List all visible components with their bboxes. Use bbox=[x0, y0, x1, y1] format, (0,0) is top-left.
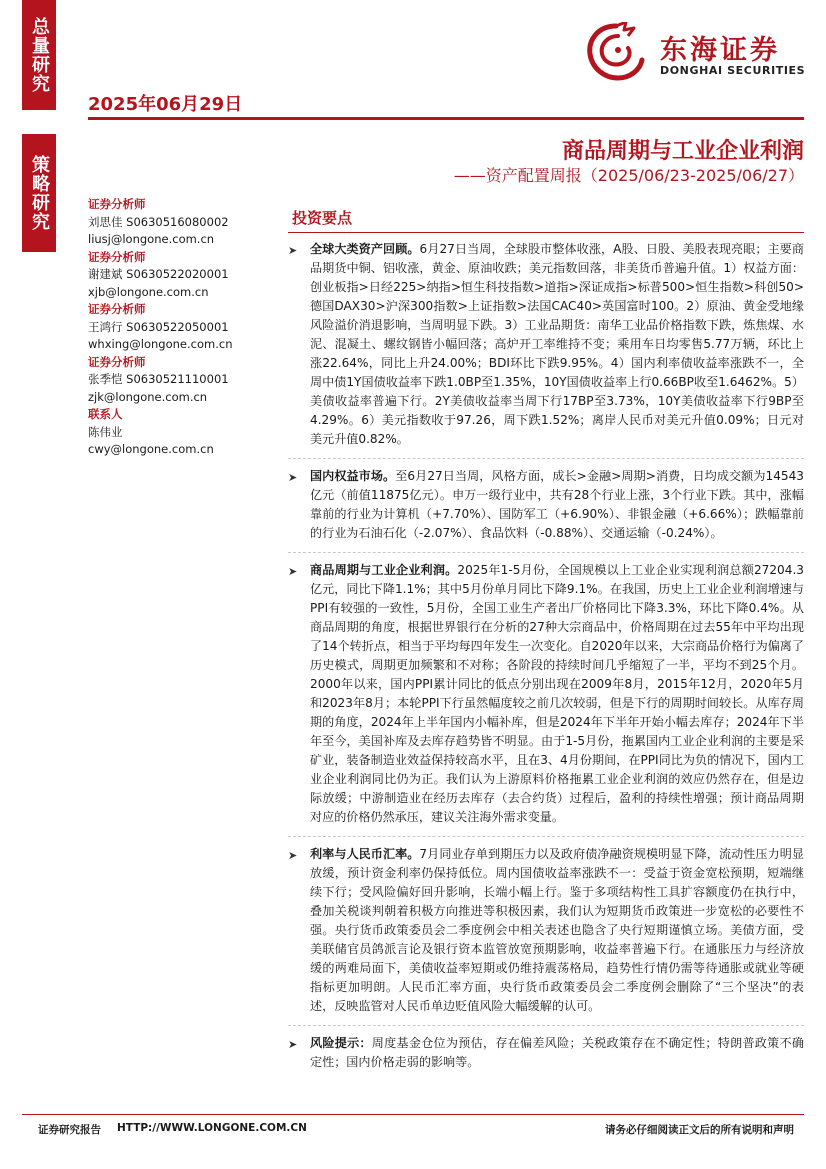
key-point-body: 至6月27日当周，风格方面，成长>金融>周期>消费，日均成交额为14543亿元（前值11875亿元）。申万一级行业中，共有28个行业上涨，3个行业下跌。其中，涨幅靠前的行业为计算机（+7.70%）、国防军工（+6.90%）、非银金融（+6.66%）；跌幅靠前的行业为石油石化（-2.07%）、食品饮料（-0.88%）、交通运输（-0.24%）。 bbox=[310, 469, 804, 540]
key-point bbox=[288, 467, 804, 543]
analyst-name: 王鸿行 S0630522050001 bbox=[88, 319, 229, 334]
contact-name: 陈伟业 bbox=[88, 424, 123, 439]
report-date: 2025年06月29日 bbox=[88, 94, 243, 115]
key-point bbox=[288, 1034, 804, 1072]
logo-chinese-name: 东海证券 bbox=[660, 35, 780, 66]
key-point-body: 7月同业存单到期压力以及政府债净融资规模明显下降，流动性压力明显放缓，预计资金利率仍保持低位。周内国债收益率涨跌不一：受益于资金宽松预期，短端继续下行；受风险偏好回升影响，长端小幅上行。鉴于多项结构性工具扩容额度仍在执行中，叠加关税谈判朝着积极方向推进等积极因素，我们认为短期货币政策进一步宽松的必要性不强。央行货币政策委员会二季度例会中相关表述也隐含了央行短期谨慎立场。美债方面，受美联储官员鸽派言论及银行资本监管放宽预期影响，收益率普遍下行。在通胀压力与经济放缓的两难局面下，美债收益率短期或仍维持震荡格局，趋势性行情仍需等待通胀或就业等硬指标更加明朗。人民币汇率方面，央行货币政策委员会二季度例会删除了“三个坚决”的表述，反映监管对人民币单边贬值风险大幅缓解的认可。 bbox=[310, 847, 804, 1013]
section-heading: 投资要点 bbox=[292, 209, 353, 227]
side-tab-top-label: 总量研究 bbox=[29, 17, 50, 93]
arrow-right-icon: ➤ bbox=[288, 565, 298, 578]
key-point-heading: 全球大类资产回顾。 bbox=[310, 242, 420, 256]
side-tab-strategy-label: 策略研究 bbox=[29, 155, 50, 231]
analyst-role: 证券分析师 bbox=[88, 354, 146, 369]
key-points bbox=[288, 240, 804, 1081]
report-subtitle: ——资产配置周报（2025/06/23-2025/06/27） bbox=[453, 166, 804, 185]
analyst-role: 证券分析师 bbox=[88, 249, 146, 264]
contact-entry bbox=[88, 406, 288, 459]
analyst-name: 刘思佳 S0630516080002 bbox=[88, 214, 229, 229]
footer-disclaimer: 请务必仔细阅读正文后的所有说明和声明 bbox=[605, 1124, 794, 1136]
arrow-right-icon: ➤ bbox=[288, 471, 298, 484]
arrow-right-icon: ➤ bbox=[288, 1038, 298, 1051]
analyst-role: 证券分析师 bbox=[88, 197, 146, 211]
key-point bbox=[288, 240, 804, 449]
company-logo bbox=[582, 22, 808, 84]
contact-email[interactable]: cwy@longone.com.cn bbox=[88, 442, 214, 456]
analyst-name: 张季恺 S0630521110001 bbox=[88, 372, 229, 386]
side-tab-strategy-research bbox=[22, 134, 56, 252]
analyst-email[interactable]: whxing@longone.com.cn bbox=[88, 337, 233, 351]
analyst-entry bbox=[88, 354, 288, 407]
footer-divider bbox=[22, 1114, 804, 1115]
arrow-right-icon: ➤ bbox=[288, 244, 298, 257]
key-point-body: 6月27日当周，全球股市整体收涨，A股、日股、美股表现亮眼；主要商品期货中铜、铝收涨，黄金、原油收跌；美元指数回落，非美货币普遍升值。1）权益方面：创业板指>日经225>纳指>恒生科技指数>道指>深证成指>标普500>恒生指数>科创50>德国DAX30>沪深300指数>上证指数>法国CAC40>英国富时100。2）原油、黄金受地缘风险溢价消退影响，当周明显下跌。3）工业品期货：南华工业品价格指数下跌，炼焦煤、水泥、混凝土、螺纹钢皆小幅回落；高炉开工率维持不变；乘用车日均零售5.77万辆，环比上涨22.64%，同比上升24.00%；BDI环比下跌9.95%。4）国内利率债收益率涨跌不一，全周中债1Y国债收益率下跌1.0BP至1.35%，10Y国债收益率上行0.66BP收至1.6462%。5）美债收益率普遍下行。2Y美债收益率当周下行17BP至3.73%，10Y美债收益率下行9BP至4.29%。6）美元指数收于97.26，周下跌1.52%；离岸人民币对美元升值0.09%；日元对美元升值0.82%。 bbox=[310, 242, 804, 446]
report-title: 商品周期与工业企业利润 bbox=[561, 139, 804, 164]
analyst-role: 证券分析师 bbox=[88, 302, 146, 316]
contact-role: 联系人 bbox=[88, 407, 123, 421]
key-point-body: 周度基金仓位为预估，存在偏差风险；关税政策存在不确定性；特朗普政策不确定性；国内价格走弱的影响等。 bbox=[310, 1036, 804, 1069]
divider bbox=[288, 1025, 804, 1026]
key-point-heading: 风险提示： bbox=[310, 1036, 372, 1050]
divider bbox=[288, 552, 804, 553]
key-point-heading: 国内权益市场。 bbox=[310, 469, 396, 483]
analyst-email[interactable]: xjb@longone.com.cn bbox=[88, 284, 209, 299]
key-point-heading: 利率与人民币汇率。 bbox=[310, 847, 420, 861]
footer-label: 证券研究报告 bbox=[38, 1124, 101, 1136]
logo-english-name: DONGHAI SECURITIES bbox=[660, 64, 806, 77]
key-point bbox=[288, 845, 804, 1016]
divider bbox=[288, 836, 804, 837]
arrow-right-icon: ➤ bbox=[288, 849, 298, 862]
dragon-emblem-icon bbox=[582, 22, 650, 84]
divider bbox=[288, 458, 804, 459]
side-tab-total-research bbox=[22, 0, 56, 110]
analyst-entry bbox=[88, 196, 288, 249]
analyst-email[interactable]: zjk@longone.com.cn bbox=[88, 389, 208, 404]
analyst-entry bbox=[88, 249, 288, 302]
footer-url-link[interactable]: HTTP://WWW.LONGONE.COM.CN bbox=[117, 1122, 307, 1134]
analyst-entry bbox=[88, 301, 288, 354]
key-point bbox=[288, 561, 804, 827]
key-point-heading: 商品周期与工业企业利润。 bbox=[310, 563, 458, 577]
header-divider bbox=[88, 117, 804, 120]
analyst-email[interactable]: liusj@longone.com.cn bbox=[88, 232, 215, 246]
analyst-name: 谢建斌 S0630522020001 bbox=[88, 267, 229, 281]
analyst-list bbox=[88, 196, 288, 459]
key-point-body: 2025年1-5月份，全国规模以上工业企业实现利润总额27204.3亿元，同比下降1.1%；其中5月份单月同比下降9.1%。在我国，历史上工业企业利润增速与PPI有较强的一致性，5月份，全国工业生产者出厂价格同比下降3.3%，环比下降0.4%。从商品周期的角度，根据世界银行在分析的27种大宗商品中，价格周期在过去55年中平均出现了14个转折点，相当于平均每四年发生一次变化。自2020年以来，大宗商品价格行为偏离了历史模式，周期更加频繁和不对称；各阶段的持续时间几乎缩短了一半，平均不到25个月。2000年以来，国内PPI累计同比的低点分别出现在2009年8月，2015年12月，2020年5月和2023年8月；本轮PPI下行虽然幅度较之前几次较弱，但是下行的周期时间较长。从库存周期的角度，2024年上半年国内小幅补库，但是2024年下半年开始小幅去库存；2024年下半年至今，美国补库及去库存趋势皆不明显。由于1-5月份，拖累国内工业企业利润的主要是采矿业，装备制造业效益保持较高水平，且在3、4月份期间，在PPI同比为负的情况下，国内工业企业利润同比仍为正。我们认为上游原料价格拖累工业企业利润的效应仍然存在，但是边际放缓；中游制造业在经历去库存（去合约货）过程后，盈利的持续性增强；预计商品周期对应的价格仍然承压，建议关注海外需求变量。 bbox=[310, 563, 804, 824]
section-divider bbox=[288, 232, 804, 233]
